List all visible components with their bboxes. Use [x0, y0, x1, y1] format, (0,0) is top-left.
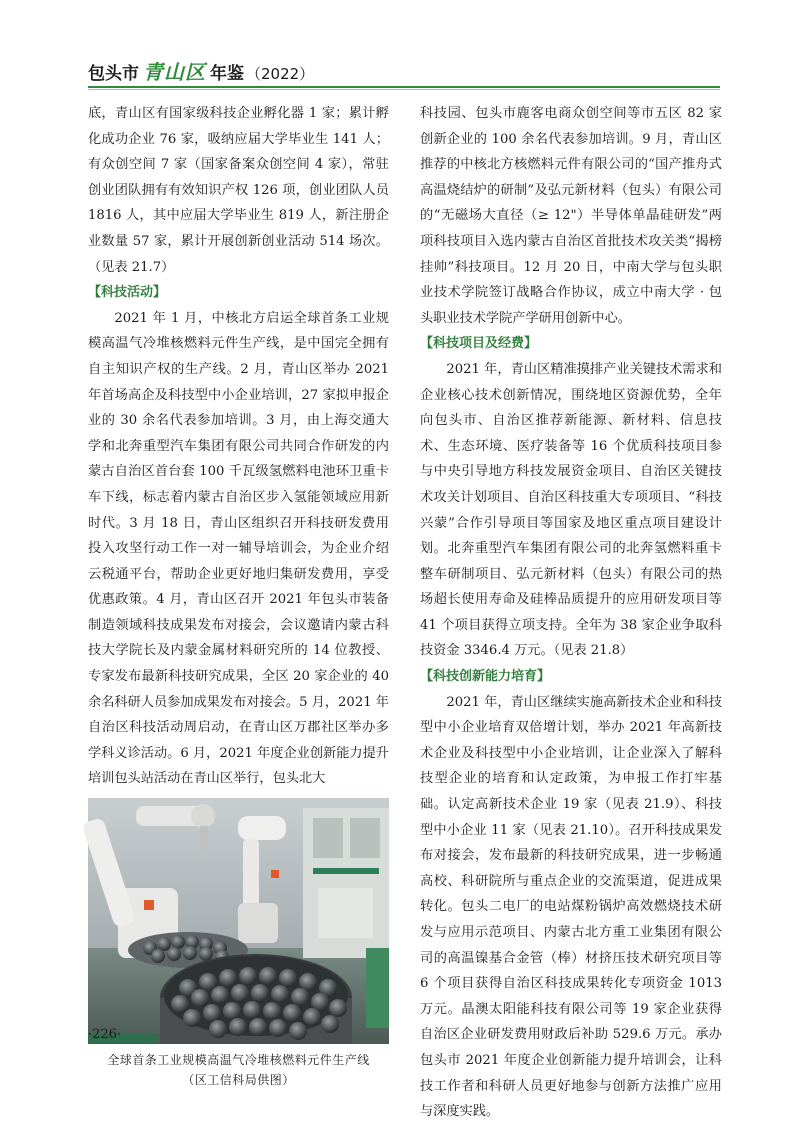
production-line-photo — [88, 798, 389, 1044]
page-number: ·226· — [88, 1027, 122, 1042]
header-rule — [88, 86, 720, 88]
right-column — [420, 101, 722, 1125]
photo-credit: （区工信科局供图） — [182, 1073, 295, 1088]
section-heading-innovation: 【科技创新能力培育】 — [420, 669, 551, 685]
section-heading-sci-projects: 【科技项目及经费】 — [420, 336, 538, 352]
header-yearbook: 年鉴 — [210, 64, 244, 84]
section-heading-sci-activities: 【科技活动】 — [88, 285, 167, 301]
left-paragraph-1: 底，青山区有国家级科技企业孵化器 1 家；累计孵化成功企业 76 家，吸纳应届大学毕业生 141 人；有众创空间 7 家（国家备案众创空间 4 家），常驻创业团队拥有有效知识产权 126 项，创业团队人员 1816 人，其中应届大学毕业生 819 人，新注册企业数量 57 家，累计开展创新创业活动 514 场次。（见表 21.7） — [88, 106, 389, 275]
header-brand-logo: 青山区 — [143, 60, 206, 84]
left-column — [88, 101, 389, 1090]
right-paragraph-3: 2021 年，青山区继续实施高新技术企业和科技型中小企业培育双倍增计划，举办 2021 年高新技术企业及科技型中小企业培训，让企业深入了解科技型企业的培育和认定政策，为申报工作打牢基础。认定高新技术企业 19 家（见表 21.9）、科技型中小企业 11 家（见表 21.10）。召开科技成果发布对接会，发布最新的科技研究成果，进一步畅通高校、科研院所与重点企业的交流渠道，促进成果转化。包头二电厂的电站煤粉锅炉高效燃烧技术研发与应用示范项目、内蒙古北方重工业集团有限公司的高温镍基合金管（棒）材挤压技术研究项目等 6 个项目获得自治区科技成果转化专项资金 1013 万元。晶澳太阳能科技有限公司等 19 家企业获得自治区企业研发费用财政后补助 529.6 万元。承办包头市 2021 年度企业创新能力提升培训会，让科技工作者和科研人员更好地参与创新方法推广应用与深度实践。 — [420, 694, 722, 1120]
header-city: 包头市 — [88, 64, 139, 84]
running-header — [88, 56, 314, 85]
left-paragraph-2: 2021 年 1 月，中核北方启运全球首条工业规模高温气冷堆核燃料元件生产线，是中国完全拥有自主知识产权的生产线。2 月，青山区举办 2021 年首场高企及科技型中小企业培训，27 家拟申报企业的 30 余名代表参加培训。3 月，由上海交通大学和北奔重型汽车集团有限公司共同合作研发的内蒙古自治区首台套 100 千瓦级氢燃料电池环卫重卡车下线，标志着内蒙古自治区步入氢能领域应用新时代。3 月 18 日，青山区组织召开科技研发费用投入攻坚行动工作一对一辅导培训会，为企业介绍云税通平台，帮助企业更好地归集研发费用，享受优惠政策。4 月，青山区召开 2021 年包头市装备制造领域科技成果发布对接会，会议邀请内蒙古科技大学院长及内蒙金属材料研究所的 14 位教授、专家发布最新科技研究成果，全区 20 家企业的 40 余名科研人员参加成果发布对接会。5 月，2021 年自治区科技活动周启动，在青山区万郡社区举办多学科义诊活动。6 月，2021 年度企业创新能力提升培训包头站活动在青山区举行，包头北大 — [88, 310, 389, 787]
right-paragraph-1: 科技园、包头市鹿客电商众创空间等市五区 82 家创新企业的 100 余名代表参加培训。9 月，青山区推荐的中核北方核燃料元件有限公司的“国产推舟式高温烧结炉的研制”及弘元新材料（包头）有限公司的“无磁场大直径（≥ 12"）半导体单晶硅研发”两项科技项目入选内蒙古自治区首批技术攻关类“揭榜挂帅”科技项目。12 月 20 日，中南大学与包头职业技术学院签订战略合作协议，成立中南大学 · 包头职业技术学院产学研用创新中心。 — [420, 106, 722, 326]
right-paragraph-2: 2021 年，青山区精准摸排产业关键技术需求和企业核心技术创新情况，围绕地区资源优势，全年向包头市、自治区推荐新能源、新材料、信息技术、生态环境、医疗装备等 16 个优质科技项目参与中央引导地方科技发展资金项目、自治区关键技术攻关计划项目、自治区科技重大专项项目、“科技兴蒙”合作引导项目等国家及地区重点项目建设计划。北奔重型汽车集团有限公司的北奔氢燃料重卡整车研制项目、弘元新材料（包头）有限公司的热场超长使用寿命及硅棒品质提升的应用研发项目等 41 个项目获得立项支持。全年为 38 家企业争取科技资金 3346.4 万元。（见表 21.8） — [420, 361, 722, 659]
header-year: （2022） — [246, 65, 315, 83]
header-rule-thin — [88, 89, 720, 90]
photo-illustration — [88, 798, 389, 1044]
photo-caption: 全球首条工业规模高温气冷堆核燃料元件生产线 — [107, 1053, 370, 1068]
